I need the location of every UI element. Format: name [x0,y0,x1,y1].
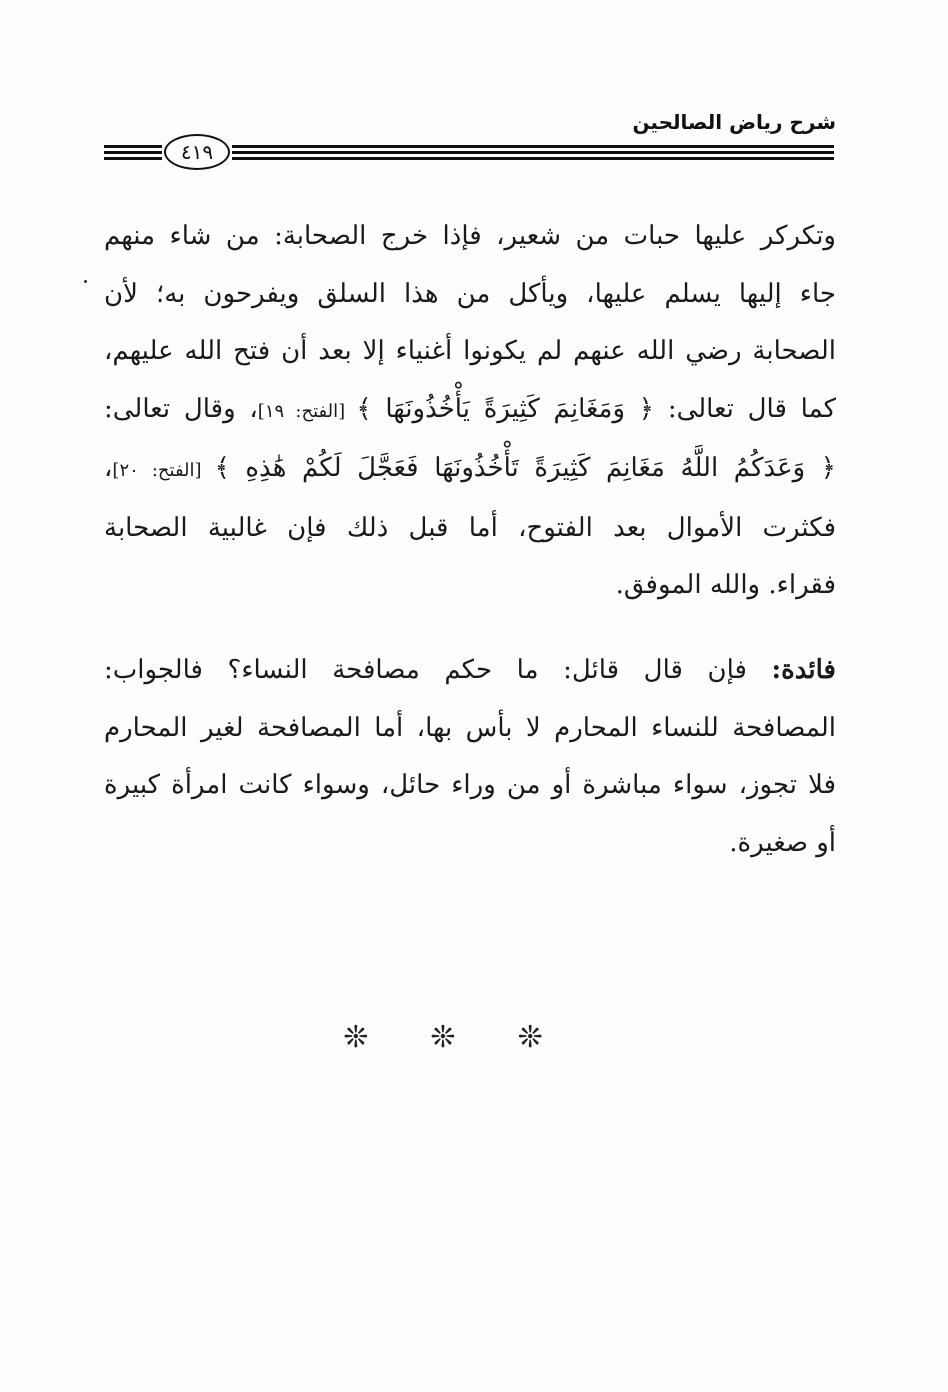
text-line: أو صغيرة. [729,827,836,858]
text-line: فلا تجوز، سواء مباشرة أو من وراء حائل، وسواء كانت امرأة كبيرة [104,770,836,800]
header-rule [232,151,834,154]
header-rule [104,145,162,148]
paragraph-2 [104,642,836,872]
text-line: فقراء. والله الموفق. [615,570,836,600]
verse-reference: [الفتح: ٢٠] [112,460,215,481]
asterism-icon: ❊ [430,1020,518,1055]
text-line: المصافحة للنساء المحارم لا بأس بها، أما المصافحة لغير المحارم [104,712,836,743]
text-line: فكثرت الأموال بعد الفتوح، أما قبل ذلك فإن غالبية الصحابة [104,512,836,543]
running-header-title: شرح رياض الصالحين [632,110,836,134]
verse-reference: [الفتح: ١٩] [257,400,357,422]
paragraph-1 [104,208,836,615]
text-line [104,642,836,700]
benefit-label: فائدة: [771,655,836,685]
header-rule [104,157,162,160]
asterism-icon: ❊ [343,1020,431,1055]
page-number: ٤١٩ [164,134,230,170]
line-text: ، وقال تعالى: [104,393,258,424]
text-line: وتكركر عليها حبات من شعير، فإذا خرج الصحابة: من شاء منهم [104,221,836,251]
quran-verse: ﴿ وَمَغَانِمَ كَثِيرَةً يَأْخُذُونَهَا ﴾ [356,393,655,424]
line-text: كما قال تعالى: [654,393,836,424]
section-separator [0,1020,948,1055]
header-rule [104,151,162,154]
text-line: جاء إليها يسلم عليها، ويأكل من هذا السلق ويفرحون به؛ لأن [104,278,836,309]
text-line-with-verse [104,440,836,500]
text-line-with-verse [104,381,836,441]
header-rule [232,157,834,160]
line-text: ، [104,453,113,483]
header-rule [232,145,834,148]
quran-verse: ﴿ وَعَدَكُمُ اللَّهُ مَغَانِمَ كَثِيرَةً تَأْخُذُونَهَا فَعَجَّلَ لَكُمْ هَٰذِهِ ﴾ [214,453,837,483]
text-line: الصحابة رضي الله عنهم لم يكونوا أغنياء إلا بعد أن فتح الله عليهم، [104,336,836,366]
line-text: فإن قال قائل: ما حكم مصافحة النساء؟ فالجواب: [104,655,772,685]
asterism-icon: ❊ [517,1020,605,1055]
scan-speck [84,280,87,283]
